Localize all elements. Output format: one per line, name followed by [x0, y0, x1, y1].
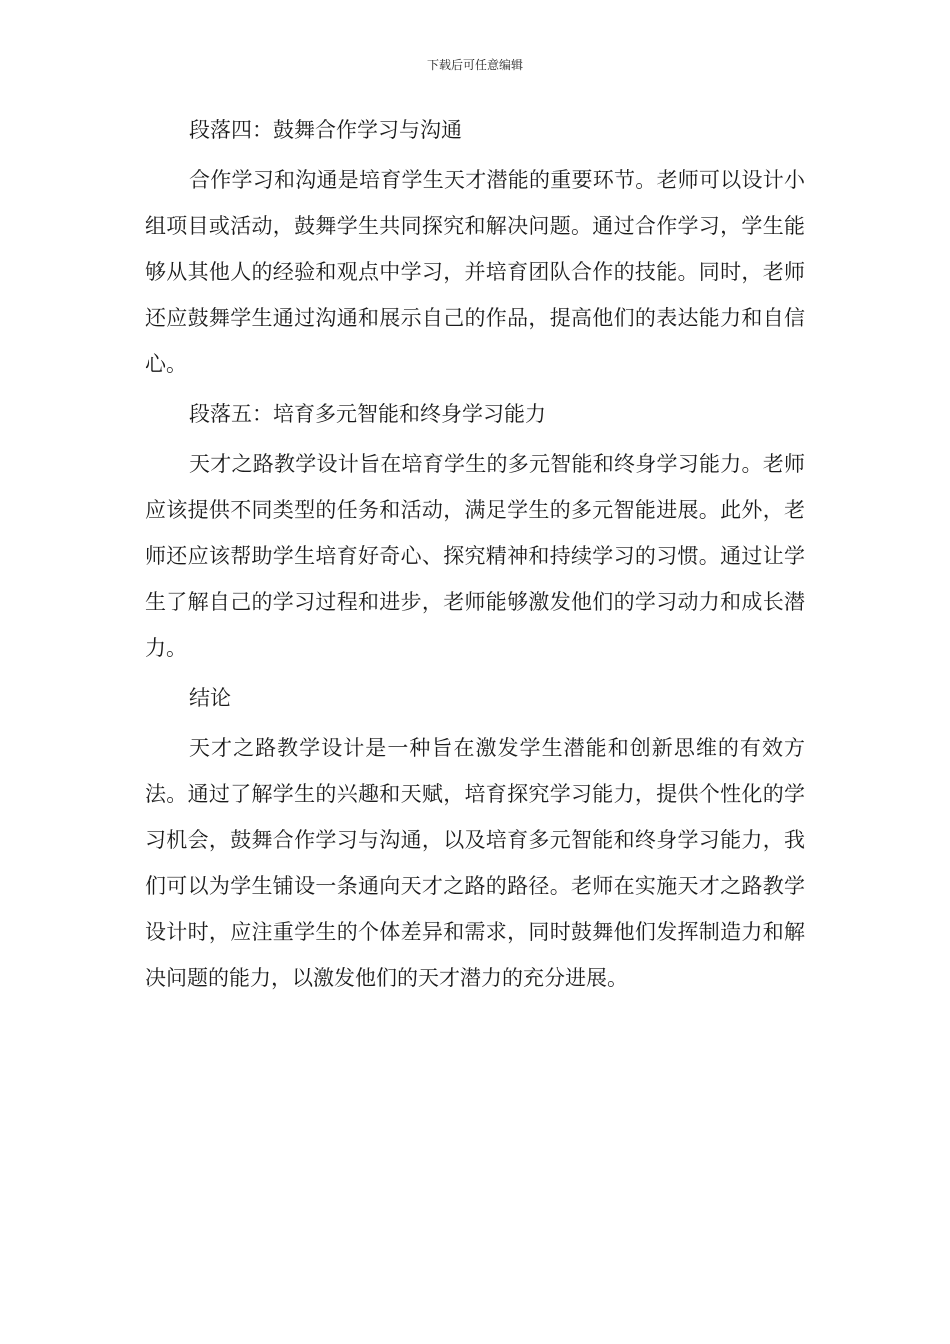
conclusion-heading: 结论: [189, 686, 231, 710]
conclusion-body: 天才之路教学设计是一种旨在激发学生潜能和创新思维的有效方法。通过了解学生的兴趣和天赋，培育探究学习能力，提供个性化的学习机会，鼓舞合作学习与沟通，以及培育多元智能和终身学习能力，我们可以为学生铺设一条通向天才之路的路径。老师在实施天才之路教学设计时，应注重学生的个体差异和需求，同时鼓舞他们发挥制造力和解决问题的能力，以激发他们的天才潜力的充分进展。: [145, 736, 805, 990]
section-heading-4: 段落四：鼓舞合作学习与沟通: [189, 118, 462, 142]
section-heading-5: 段落五：培育多元智能和终身学习能力: [189, 402, 546, 426]
page-header: 下载后可任意编辑: [426, 58, 523, 72]
document-body: [145, 107, 805, 1005]
section-body-4: 合作学习和沟通是培育学生天才潜能的重要环节。老师可以设计小组项目或活动，鼓舞学生共同探究和解决问题。通过合作学习，学生能够从其他人的经验和观点中学习，并培育团队合作的技能。同时，老师还应鼓舞学生通过沟通和展示自己的作品，提高他们的表达能力和自信心。: [145, 168, 805, 376]
section-body-5: 天才之路教学设计旨在培育学生的多元智能和终身学习能力。老师应该提供不同类型的任务和活动，满足学生的多元智能进展。此外，老师还应该帮助学生培育好奇心、探究精神和持续学习的习惯。通过让学生了解自己的学习过程和进步，老师能够激发他们的学习动力和成长潜力。: [145, 452, 805, 660]
